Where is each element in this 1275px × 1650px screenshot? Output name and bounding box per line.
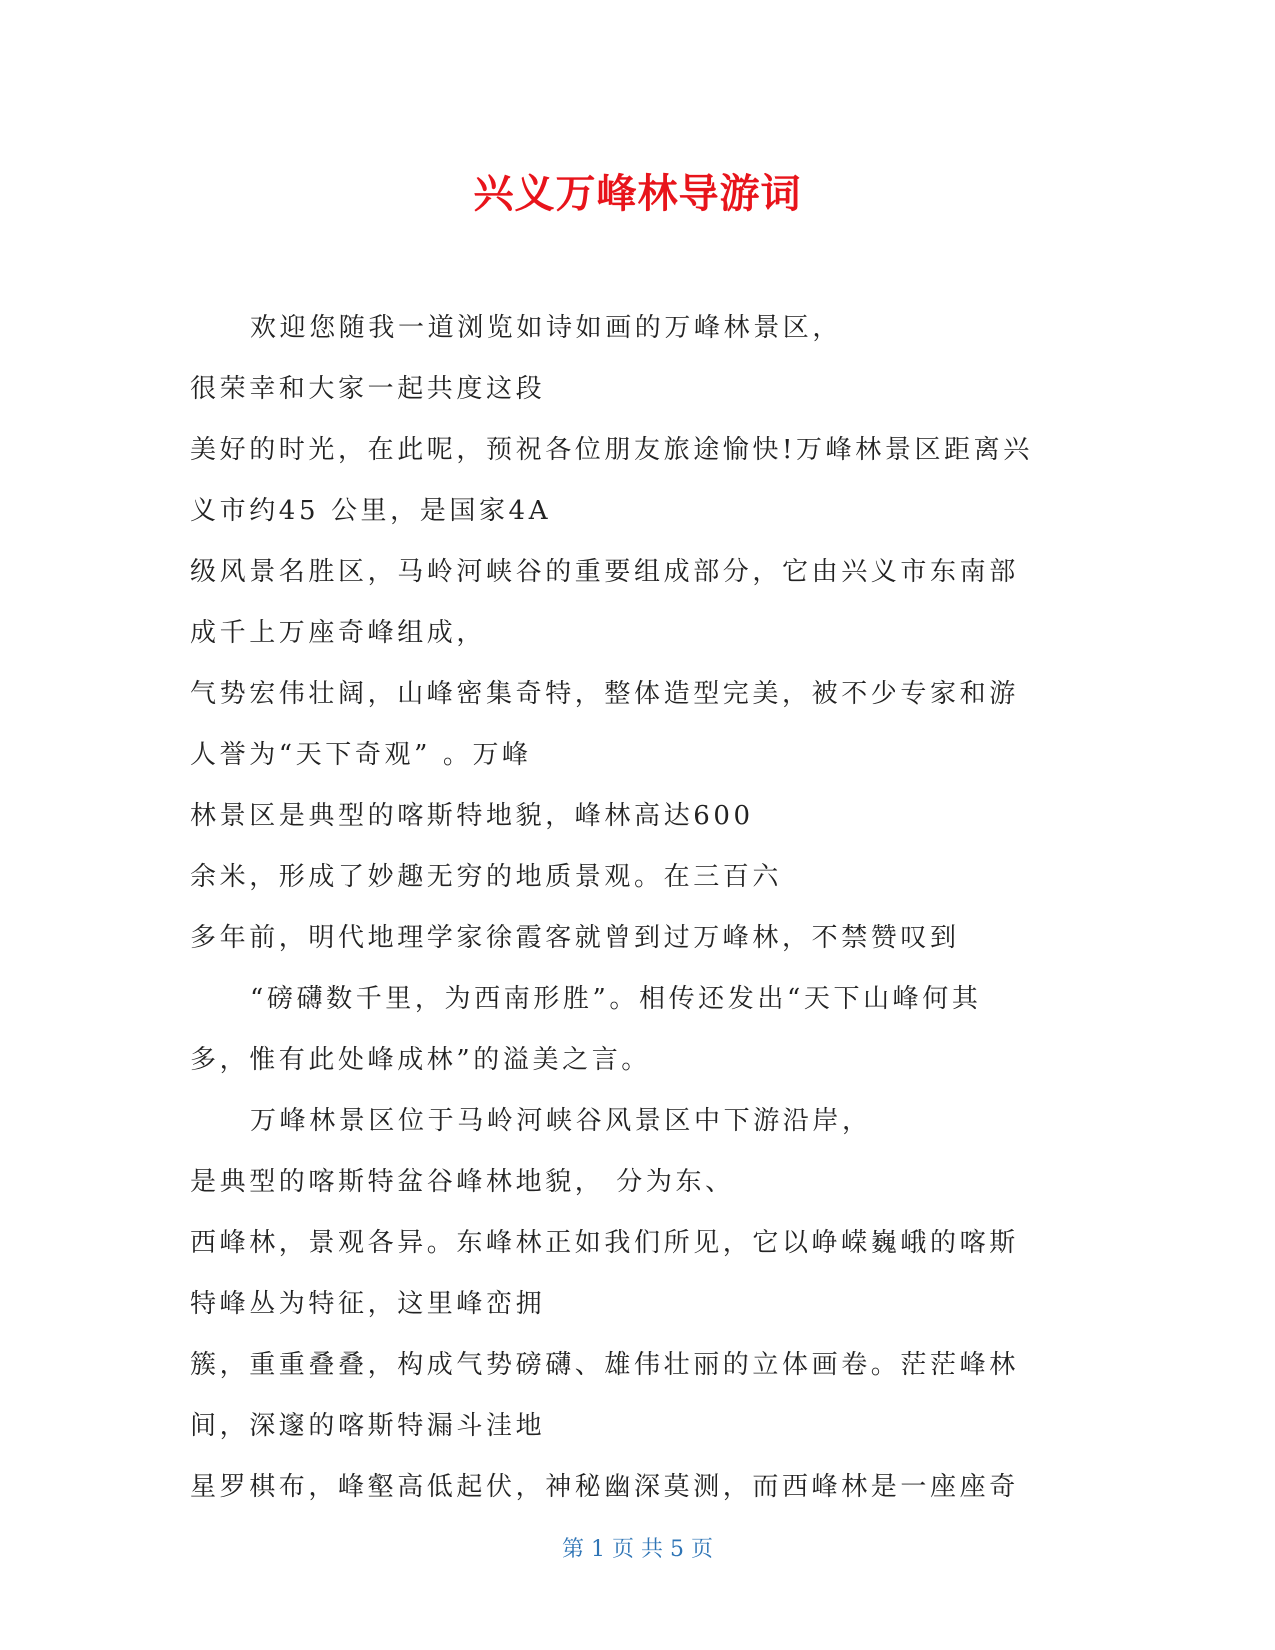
body-line: 很荣幸和大家一起共度这段 bbox=[190, 374, 546, 404]
body-line: “磅礴数千里，为西南形胜”。相传还发出“天下山峰何其 bbox=[250, 984, 982, 1014]
body-line: 级风景名胜区，马岭河峡谷的重要组成部分，它由兴义市东南部 bbox=[190, 557, 1019, 587]
body-line: 余米，形成了妙趣无穷的地质景观。在三百六 bbox=[190, 862, 783, 892]
body-line: 义市约45 公里，是国家4A bbox=[190, 496, 552, 526]
body-line: 成千上万座奇峰组成， bbox=[190, 618, 487, 648]
body-line: 万峰林景区位于马岭河峡谷风景区中下游沿岸， bbox=[250, 1106, 872, 1136]
body-line: 欢迎您随我一道浏览如诗如画的万峰林景区， bbox=[250, 313, 843, 343]
body-line: 是典型的喀斯特盆谷峰林地貌， 分为东、 bbox=[190, 1167, 735, 1197]
body-line: 美好的时光，在此呢，预祝各位朋友旅途愉快!万峰林景区距离兴 bbox=[190, 435, 1033, 465]
body-line: 人誉为“天下奇观” 。万峰 bbox=[190, 740, 532, 770]
document-title: 兴义万峰林导游词 bbox=[473, 171, 802, 217]
body-line: 西峰林，景观各异。东峰林正如我们所见，它以峥嵘巍峨的喀斯 bbox=[190, 1228, 1019, 1258]
body-line: 间，深邃的喀斯特漏斗洼地 bbox=[190, 1411, 546, 1441]
page-footer: 第 1 页 共 5 页 bbox=[562, 1537, 713, 1562]
body-line: 多年前，明代地理学家徐霞客就曾到过万峰林，不禁赞叹到 bbox=[190, 923, 960, 953]
body-line: 林景区是典型的喀斯特地貌，峰林高达600 bbox=[190, 801, 754, 831]
body-line: 星罗棋布，峰壑高低起伏，神秘幽深莫测，而西峰林是一座座奇 bbox=[190, 1472, 1019, 1502]
body-line: 簇，重重叠叠，构成气势磅礴、雄伟壮丽的立体画卷。茫茫峰林 bbox=[190, 1350, 1019, 1380]
document-body bbox=[190, 298, 1090, 1518]
body-line: 多，惟有此处峰成林”的溢美之言。 bbox=[190, 1045, 651, 1075]
body-line: 气势宏伟壮阔，山峰密集奇特，整体造型完美，被不少专家和游 bbox=[190, 679, 1019, 709]
body-line: 特峰丛为特征，这里峰峦拥 bbox=[190, 1289, 546, 1319]
